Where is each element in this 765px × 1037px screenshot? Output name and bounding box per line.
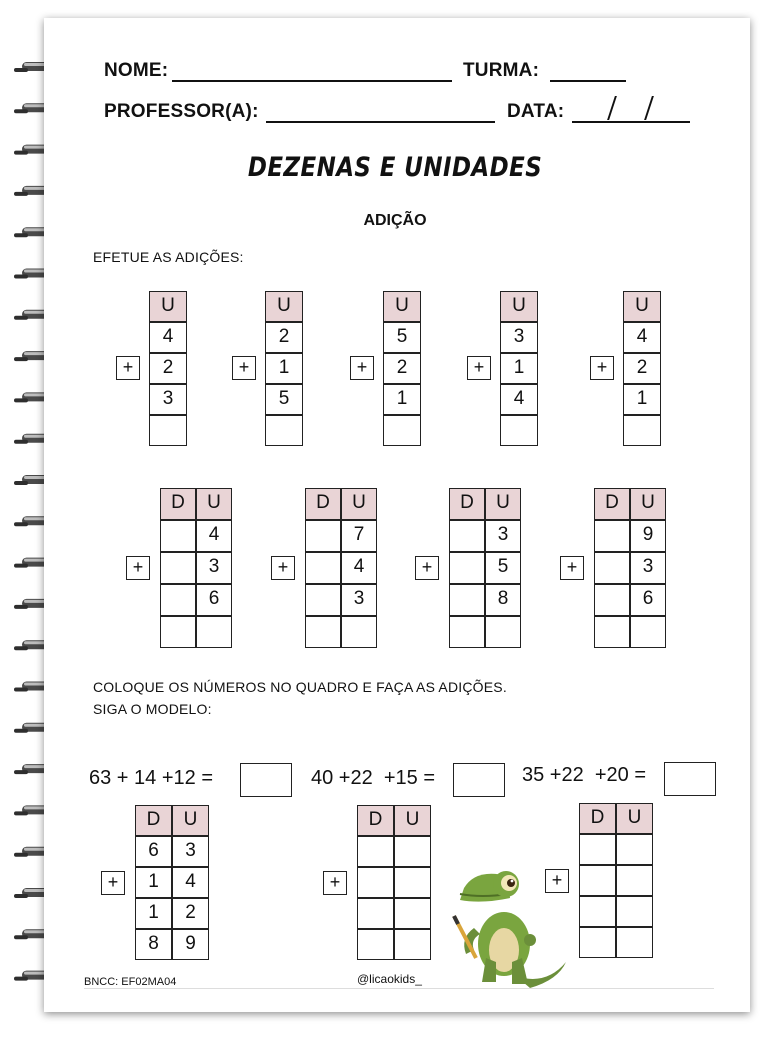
- answer-box-2[interactable]: [453, 763, 505, 797]
- equation-2: 40 +22 +15 =: [311, 767, 436, 789]
- instruction-coloque: COLOQUE OS NÚMEROS NO QUADRO E FAÇA AS ADIÇÕES.: [93, 679, 507, 695]
- answer-cell[interactable]: [500, 415, 538, 446]
- units-input-cell[interactable]: [394, 867, 431, 898]
- model-units-cell: 9: [172, 929, 209, 960]
- tens-header-cell: D: [594, 488, 630, 520]
- digit-cell: 4: [500, 384, 538, 415]
- units-digit-cell: 3: [630, 552, 666, 584]
- model-tens-cell: 1: [135, 898, 172, 929]
- units-header-cell: U: [172, 805, 209, 836]
- answer-cell[interactable]: [594, 616, 630, 648]
- units-digit-cell: 6: [630, 584, 666, 616]
- units-header-cell: U: [394, 805, 431, 836]
- tens-input-cell[interactable]: [357, 929, 394, 960]
- units-digit-cell: 3: [341, 584, 377, 616]
- page-subtitle: ADIÇÃO: [363, 212, 427, 229]
- plus-sign: +: [232, 356, 256, 380]
- digit-cell: 1: [623, 384, 661, 415]
- answer-cell[interactable]: [160, 616, 196, 648]
- tens-digit-cell: [449, 520, 485, 552]
- plus-sign: +: [271, 556, 295, 580]
- equation-3: 35 +22 +20 =: [522, 764, 647, 786]
- units-digit-cell: 7: [341, 520, 377, 552]
- professor-label: PROFESSOR(A):: [104, 101, 259, 122]
- digit-cell: 2: [383, 353, 421, 384]
- tens-header-cell: D: [160, 488, 196, 520]
- units-digit-cell: 3: [196, 552, 232, 584]
- units-input-cell[interactable]: [394, 836, 431, 867]
- digit-cell: 2: [623, 353, 661, 384]
- digit-cell: 1: [265, 353, 303, 384]
- answer-cell[interactable]: [341, 616, 377, 648]
- tens-input-cell[interactable]: [579, 865, 616, 896]
- answer-cell[interactable]: [149, 415, 187, 446]
- tens-digit-cell: [594, 584, 630, 616]
- instruction-siga: SIGA O MODELO:: [93, 701, 212, 717]
- answer-cell[interactable]: [265, 415, 303, 446]
- tens-digit-cell: [449, 552, 485, 584]
- digit-cell: 4: [149, 322, 187, 353]
- tens-header-cell: D: [579, 803, 616, 834]
- tens-digit-cell: [305, 584, 341, 616]
- tens-digit-cell: [160, 520, 196, 552]
- tens-header-cell: D: [305, 488, 341, 520]
- plus-sign: +: [590, 356, 614, 380]
- data-line: [572, 121, 690, 123]
- author-handle: @licaokids_: [357, 972, 422, 986]
- turma-label: TURMA:: [463, 60, 540, 81]
- units-header-cell: U: [383, 291, 421, 322]
- digit-cell: 3: [149, 384, 187, 415]
- tens-header-cell: D: [449, 488, 485, 520]
- units-header-cell: U: [196, 488, 232, 520]
- units-digit-cell: 3: [485, 520, 521, 552]
- digit-cell: 5: [383, 322, 421, 353]
- plus-sign: +: [545, 869, 569, 893]
- equation-1: 63 + 14 +12 =: [89, 767, 214, 789]
- tens-input-cell[interactable]: [357, 836, 394, 867]
- units-header-cell: U: [265, 291, 303, 322]
- units-header-cell: U: [500, 291, 538, 322]
- answer-cell[interactable]: [449, 616, 485, 648]
- instruction-efetue: EFETUE AS ADIÇÕES:: [93, 249, 244, 265]
- answer-cell[interactable]: [630, 616, 666, 648]
- tens-digit-cell: [449, 584, 485, 616]
- units-header-cell: U: [149, 291, 187, 322]
- tens-input-cell[interactable]: [579, 896, 616, 927]
- model-tens-cell: 1: [135, 867, 172, 898]
- units-digit-cell: 8: [485, 584, 521, 616]
- answer-cell[interactable]: [383, 415, 421, 446]
- tens-input-cell[interactable]: [357, 867, 394, 898]
- tens-digit-cell: [594, 552, 630, 584]
- data-label: DATA:: [507, 101, 565, 122]
- plus-sign: +: [467, 356, 491, 380]
- tens-input-cell[interactable]: [579, 927, 616, 958]
- plus-sign: +: [116, 356, 140, 380]
- digit-cell: 3: [500, 322, 538, 353]
- digit-cell: 2: [265, 322, 303, 353]
- answer-cell[interactable]: [485, 616, 521, 648]
- units-input-cell[interactable]: [616, 927, 653, 958]
- digit-cell: 1: [500, 353, 538, 384]
- answer-cell[interactable]: [196, 616, 232, 648]
- model-tens-cell: 6: [135, 836, 172, 867]
- turma-line: [550, 80, 626, 82]
- tens-digit-cell: [305, 520, 341, 552]
- units-header-cell: U: [630, 488, 666, 520]
- model-tens-cell: 8: [135, 929, 172, 960]
- units-input-cell[interactable]: [616, 834, 653, 865]
- units-digit-cell: 5: [485, 552, 521, 584]
- answer-cell[interactable]: [305, 616, 341, 648]
- units-digit-cell: 9: [630, 520, 666, 552]
- digit-cell: 5: [265, 384, 303, 415]
- tens-digit-cell: [594, 520, 630, 552]
- digit-cell: 4: [623, 322, 661, 353]
- model-units-cell: 3: [172, 836, 209, 867]
- units-header-cell: U: [623, 291, 661, 322]
- bncc-code: BNCC: EF02MA04: [84, 976, 177, 988]
- tens-digit-cell: [160, 552, 196, 584]
- plus-sign: +: [101, 871, 125, 895]
- units-header-cell: U: [341, 488, 377, 520]
- tens-header-cell: D: [135, 805, 172, 836]
- units-input-cell[interactable]: [394, 929, 431, 960]
- answer-box-1[interactable]: [240, 763, 292, 797]
- nome-line: [172, 80, 452, 82]
- tens-input-cell[interactable]: [579, 834, 616, 865]
- digit-cell: 1: [383, 384, 421, 415]
- footer-divider: [84, 988, 714, 989]
- answer-cell[interactable]: [623, 415, 661, 446]
- tens-input-cell[interactable]: [357, 898, 394, 929]
- units-header-cell: U: [485, 488, 521, 520]
- tens-digit-cell: [305, 552, 341, 584]
- plus-sign: +: [560, 556, 584, 580]
- units-input-cell[interactable]: [616, 865, 653, 896]
- units-digit-cell: 4: [341, 552, 377, 584]
- model-units-cell: 2: [172, 898, 209, 929]
- tens-digit-cell: [160, 584, 196, 616]
- digit-cell: 2: [149, 353, 187, 384]
- answer-box-3[interactable]: [664, 762, 716, 796]
- model-units-cell: 4: [172, 867, 209, 898]
- units-input-cell[interactable]: [616, 896, 653, 927]
- plus-sign: +: [323, 871, 347, 895]
- professor-line: [266, 121, 495, 123]
- nome-label: NOME:: [104, 60, 169, 81]
- plus-sign: +: [350, 356, 374, 380]
- units-header-cell: U: [616, 803, 653, 834]
- units-input-cell[interactable]: [394, 898, 431, 929]
- units-digit-cell: 4: [196, 520, 232, 552]
- page-title: DEZENAS E UNIDADES: [247, 152, 543, 183]
- units-digit-cell: 6: [196, 584, 232, 616]
- tens-header-cell: D: [357, 805, 394, 836]
- plus-sign: +: [126, 556, 150, 580]
- plus-sign: +: [415, 556, 439, 580]
